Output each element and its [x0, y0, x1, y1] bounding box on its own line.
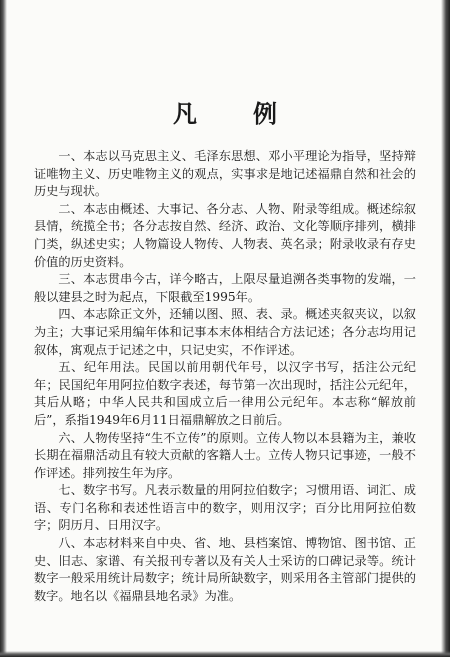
guideline-paragraph-4: 四、本志除正文外，还辅以图、照、表、录。概述夹叙夹议，以叙为主；大事记采用编年体和记事本末体相结合方法记述；各分志均用记叙体，寓观点于记述之中，只记史实，不作评述。 — [34, 307, 416, 357]
guideline-paragraph-1: 一、本志以马克思主义、毛泽东思想、邓小平理论为指导，坚持辩证唯物主义、历史唯物主义的观点，实事求是地记述福鼎自然和社会的历史与现状。 — [34, 149, 416, 199]
guideline-paragraph-7: 七、数字书写。凡表示数量的用阿拉伯数字；习惯用语、词汇、成语、专门名称和表述性语言中的数字，则用汉字；百分比用阿拉伯数字；阴历月、日用汉字。 — [34, 483, 416, 533]
guideline-paragraph-3: 三、本志贯串今古，详今略古，上限尽量追溯各类事物的发端，一般以建县之时为起点，下限截至1995年。 — [34, 272, 416, 304]
guidelines-body — [34, 148, 416, 605]
page-title: 凡 例 — [173, 99, 293, 128]
page-edge-bottom — [0, 651, 450, 657]
guideline-paragraph-2: 二、本志由概述、大事记、各分志、人物、附录等组成。概述综叙县情，统揽全书；各分志按自然、经济、政治、文化等顺序排列，横排门类，纵述史实；人物篇设人物传、人物表、英名录；附录收录有存史价值的历史资料。 — [34, 201, 416, 269]
guideline-paragraph-8: 八、本志材料来自中央、省、地、县档案馆、博物馆、图书馆、正史、旧志、家谱、有关报刊专著以及有关人士采访的口碑记录等。统计数字一般采用统计局数字；统计局所缺数字，则采用各主管部门提供的数字。地名以《福鼎县地名录》为准。 — [34, 536, 416, 603]
guideline-paragraph-6: 六、人物传坚持“生不立传”的原则。立传人物以本县籍为主，兼收长期在福鼎活动且有较大贡献的客籍人士。立传人物只记事迹，一般不作评述。排列按生年为序。 — [34, 430, 416, 480]
guideline-paragraph-5: 五、纪年用法。民国以前用朝代年号，以汉字书写，括注公元纪年；民国纪年用阿拉伯数字表述，每节第一次出现时，括注公元纪年，其后从略；中华人民共和国成立后一律用公元纪年。本志称“解放前后”，系指1949年6月11日福鼎解放之日前后。 — [34, 360, 416, 427]
